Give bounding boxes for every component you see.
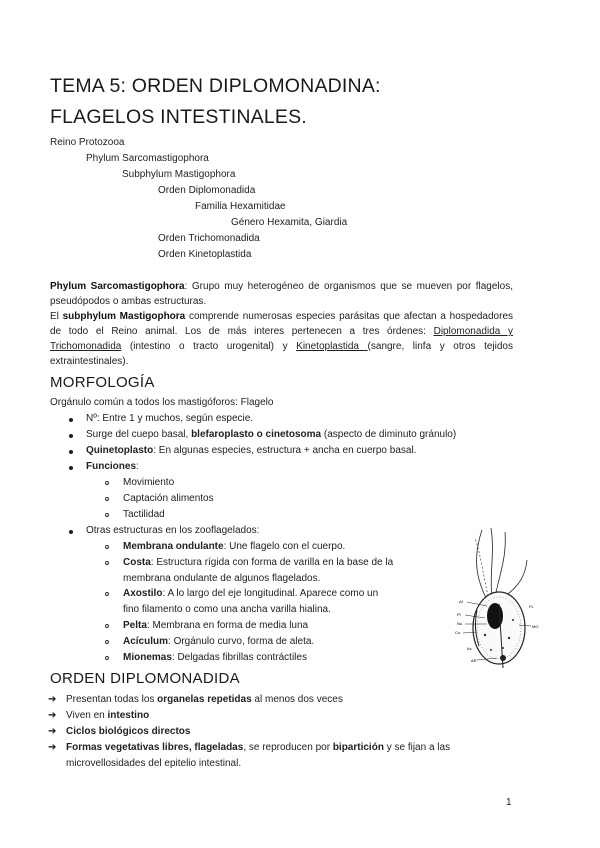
intro-p2-a: El [50, 311, 63, 322]
figure-label: Af [459, 599, 463, 604]
intro-paragraph-2 [50, 309, 513, 369]
estructura-mionemas [123, 652, 307, 663]
heading-morfologia: MORFOLOGÍA [50, 374, 155, 391]
page-title-line-1: TEMA 5: ORDEN DIPLOMONADINA: [50, 75, 381, 97]
taxonomy-phylum: Phylum Sarcomastigophora [86, 153, 209, 164]
taxonomy-subphylum: Subphylum Mastigophora [122, 169, 236, 180]
a1-a: Presentan todas los [66, 694, 158, 705]
bullet-dot [69, 450, 73, 454]
term-mionemas: Mionemas [123, 652, 172, 663]
figure-label: FL [529, 604, 534, 609]
estructura-membrana [123, 541, 345, 552]
figure-label: AR [471, 658, 477, 663]
sub-bullet-circle [105, 545, 109, 549]
bullet-dot [69, 466, 73, 470]
s3-text-l1: : A lo largo del eje longitudinal. Aparece como un [162, 588, 379, 599]
term-sarcomastigophora: Phylum Sarcomastigophora [50, 281, 185, 292]
estructura-pelta [123, 620, 308, 631]
a4-b: , se reproducen por [243, 742, 333, 753]
estructura-costa-l2: membrana ondulante de algunos flagelados. [123, 573, 321, 584]
funcion-movimiento: Movimiento [123, 477, 175, 488]
b3-text: : En algunas especies, estructura + ancha en cuerpo basal. [153, 445, 417, 456]
bullet-numero: Nº: Entre 1 y muchos, según especie. [86, 413, 254, 424]
term-pelta: Pelta [123, 620, 147, 631]
term-aciculum: Acículum [123, 636, 169, 647]
funcion-captacion: Captación alimentos [123, 493, 214, 504]
bullet-dot [69, 434, 73, 438]
bullet-quinetoplasto [86, 445, 416, 456]
bullet-dot [69, 530, 73, 534]
term-membrana-ondulante: Membrana ondulante [123, 541, 224, 552]
heading-orden-diplomonadida: ORDEN DIPLOMONADIDA [50, 670, 240, 687]
diplo-formas-l2: microvellosidades del epitelio intestinal. [66, 758, 242, 769]
arrow-bullet-icon: ➔ [48, 710, 57, 721]
diplo-organelas [66, 694, 343, 705]
taxonomy-orden-kinetoplastida: Orden Kinetoplastida [158, 249, 252, 260]
a2-a: Viven en [66, 710, 108, 721]
s4-text: : Membrana en forma de media luna [146, 620, 309, 631]
diplo-formas [66, 742, 450, 753]
diplo-ciclos [66, 726, 190, 737]
term-blefaroplasto: blefaroplasto o cinetosoma [191, 429, 322, 440]
sub-bullet-circle [105, 656, 109, 660]
estructura-costa [123, 557, 393, 568]
b2-b: (aspecto de diminuto gránulo) [321, 429, 457, 440]
term-biparticion: bipartición [332, 742, 384, 753]
bullet-funciones [86, 461, 139, 472]
bullet-otras-estructuras: Otras estructuras en los zooflagelados: [86, 525, 260, 536]
estructura-axostilo [123, 588, 378, 599]
term-mastigophora: subphylum Mastigophora [62, 311, 186, 322]
s1-text: : Une flagelo con el cuerpo. [223, 541, 346, 552]
funcion-tactilidad: Tactilidad [123, 509, 165, 520]
b4-text: : [136, 461, 139, 472]
underlined-kinetoplastida: Kinetoplastida [296, 341, 368, 352]
page-title-line-2: FLAGELOS INTESTINALES. [50, 106, 307, 128]
b2-a: Surge del cuepo basal, [86, 429, 192, 440]
a4-c: y se fijan a las [383, 742, 451, 753]
intro-p2-c: (intestino o tracto urogenital) y [121, 341, 297, 352]
s6-text: : Delgadas fibrillas contráctiles [171, 652, 307, 663]
sub-bullet-circle [105, 513, 109, 517]
figure-label: MO [532, 624, 539, 629]
page-number: 1 [506, 797, 512, 808]
diplo-intestino [66, 710, 149, 721]
arrow-bullet-icon: ➔ [48, 742, 57, 753]
bullet-cuerpo-basal [86, 429, 456, 440]
term-costa: Costa [123, 557, 151, 568]
taxonomy-orden-trichomonadida: Orden Trichomonadida [158, 233, 260, 244]
taxonomy-reino: Reino Protozooa [50, 137, 125, 148]
sub-bullet-circle [105, 592, 109, 596]
term-ciclos-directos: Ciclos biológicos directos [66, 726, 191, 737]
bullet-dot [69, 418, 73, 422]
term-quinetoplasto: Quinetoplasto [86, 445, 154, 456]
sub-bullet-circle [105, 640, 109, 644]
figure-label: Nu [457, 621, 463, 626]
estructura-aciculum [123, 636, 314, 647]
flagellate-diagram-image [437, 520, 542, 680]
estructura-axostilo-l2: fino filamento o como una ancha varilla hialina. [123, 604, 331, 615]
a1-b: al menos dos veces [251, 694, 343, 705]
intro-p2-b: comprende numerosas especies parásitas que afectan a hospedadores de todo el Reino animal. Los de más interes pertenecen a tres órdenes: [50, 311, 514, 337]
figure-label: Pl [457, 612, 461, 617]
figure-label: Co [455, 630, 461, 635]
arrow-bullet-icon: ➔ [48, 726, 57, 737]
intro-p2-d: (sangre, linfa y otros tejidos extraintestinales). [50, 341, 513, 367]
sub-bullet-circle [105, 624, 109, 628]
intro-p1-text: : Grupo muy heterogéneo de organismos que se mueven por flagelos, pseudópodos o ambas estructuras. [50, 281, 513, 307]
s2-text-l1: : Estructura rígida con forma de varilla en la base de la [150, 557, 394, 568]
term-axostilo: Axostilo [123, 588, 163, 599]
taxonomy-genero: Género Hexamita, Giardia [231, 217, 348, 228]
taxonomy-orden-diplomonadida: Orden Diplomonadida [158, 185, 256, 196]
term-organelas-repetidas: organelas repetidas [157, 694, 252, 705]
term-funciones: Funciones [86, 461, 137, 472]
underlined-orders: Diplomonadida y Trichomonadida [50, 326, 513, 352]
sub-bullet-circle [105, 561, 109, 565]
arrow-bullet-icon: ➔ [48, 694, 57, 705]
sub-bullet-circle [105, 497, 109, 501]
taxonomy-familia: Familia Hexamitidae [195, 201, 286, 212]
figure-label: Ax [467, 646, 472, 651]
morfologia-intro: Orgánulo común a todos los mastigóforos: Flagelo [50, 397, 274, 408]
sub-bullet-circle [105, 481, 109, 485]
s5-text: : Orgánulo curvo, forma de aleta. [168, 636, 315, 647]
term-formas-vegetativas: Formas vegetativas libres, flageladas [66, 742, 244, 753]
term-intestino: intestino [107, 710, 150, 721]
intro-paragraph-1 [50, 279, 513, 309]
